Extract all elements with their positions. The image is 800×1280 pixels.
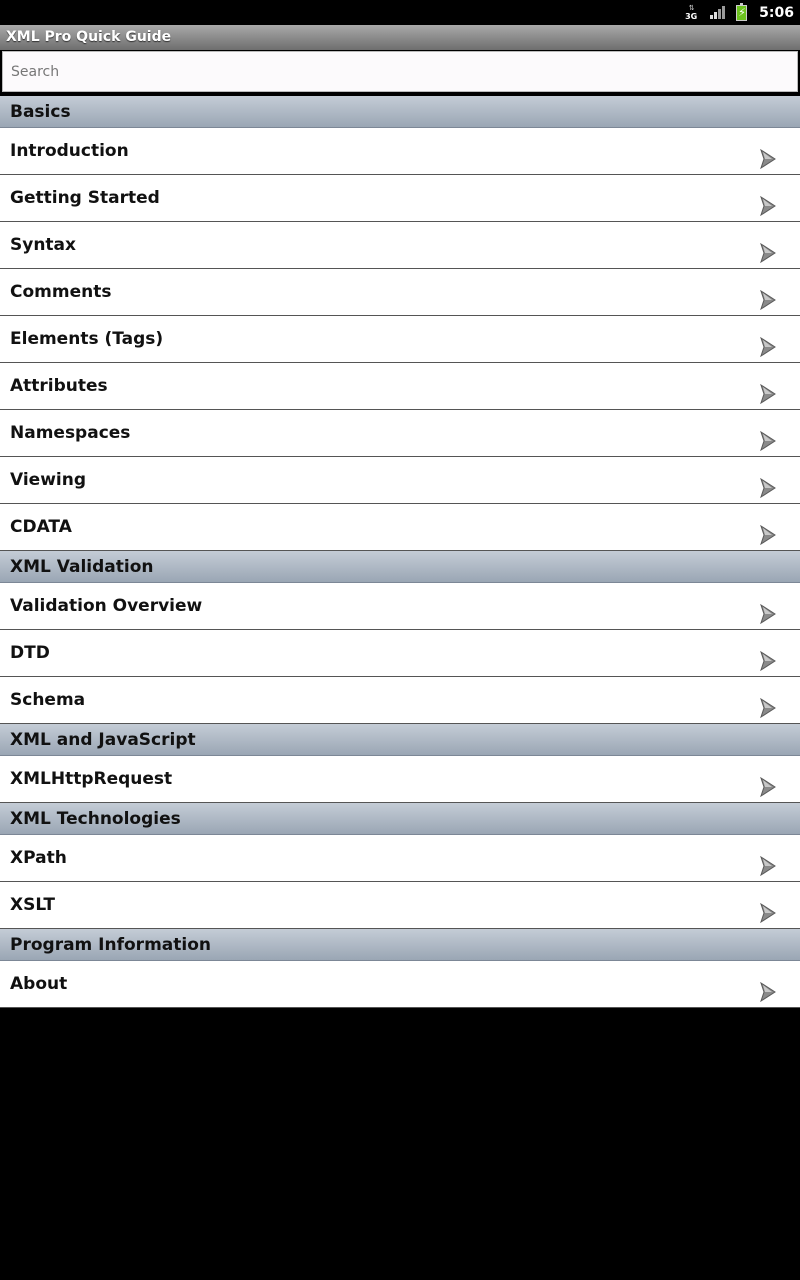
list-item[interactable] (0, 882, 800, 929)
list-item[interactable] (0, 410, 800, 457)
list-item-label: DTD (10, 643, 50, 663)
list-item[interactable] (0, 316, 800, 363)
network-type-label: 3G (685, 11, 698, 21)
list-item[interactable] (0, 756, 800, 803)
section-header: XML Validation (0, 551, 800, 583)
list-item-label: Syntax (10, 235, 76, 255)
list-item-label: XMLHttpRequest (10, 769, 173, 789)
search-input[interactable] (2, 51, 798, 92)
list-item-label: Viewing (10, 470, 87, 490)
list-item-label: XPath (10, 848, 67, 868)
list-item[interactable] (0, 457, 800, 504)
list-item-label: Namespaces (10, 423, 131, 443)
chevron-right-icon (760, 895, 776, 915)
list-item[interactable] (0, 961, 800, 1008)
app-title: XML Pro Quick Guide (6, 29, 172, 45)
battery-charging-icon: ⚡ (738, 5, 746, 19)
section-header: Program Information (0, 929, 800, 961)
list-item[interactable] (0, 630, 800, 677)
title-bar (0, 25, 800, 50)
list-item-label: Validation Overview (10, 596, 203, 616)
chevron-right-icon (760, 423, 776, 443)
status-bar (0, 0, 800, 25)
network-activity-icon: ⇅ (688, 3, 694, 12)
chevron-right-icon (760, 643, 776, 663)
chevron-right-icon (760, 974, 776, 994)
list-item-label: XSLT (10, 895, 55, 915)
list-item-label: Getting Started (10, 188, 160, 208)
list-item-label: CDATA (10, 517, 72, 537)
list-item[interactable] (0, 175, 800, 222)
topic-list (0, 96, 800, 1008)
chevron-right-icon (760, 188, 776, 208)
signal-icon (710, 6, 726, 19)
status-icons (684, 0, 794, 25)
section-header: XML and JavaScript (0, 724, 800, 756)
list-item-label: Attributes (10, 376, 108, 396)
list-item[interactable] (0, 677, 800, 724)
chevron-right-icon (760, 282, 776, 302)
list-item[interactable] (0, 222, 800, 269)
chevron-right-icon (760, 376, 776, 396)
list-item-label: Elements (Tags) (10, 329, 164, 349)
list-item-label: Introduction (10, 141, 129, 161)
section-header: XML Technologies (0, 803, 800, 835)
network-type-icon (684, 5, 698, 21)
list-item-label: Schema (10, 690, 86, 710)
search-bar (0, 50, 800, 96)
chevron-right-icon (760, 517, 776, 537)
list-item[interactable] (0, 583, 800, 630)
list-item[interactable] (0, 835, 800, 882)
list-item-label: Comments (10, 282, 112, 302)
chevron-right-icon (760, 690, 776, 710)
list-item[interactable] (0, 504, 800, 551)
section-header: Basics (0, 96, 800, 128)
list-item[interactable] (0, 363, 800, 410)
chevron-right-icon (760, 141, 776, 161)
chevron-right-icon (760, 235, 776, 255)
list-item[interactable] (0, 128, 800, 175)
list-item[interactable] (0, 269, 800, 316)
chevron-right-icon (760, 769, 776, 789)
list-item-label: About (10, 974, 68, 994)
chevron-right-icon (760, 848, 776, 868)
status-clock: 5:06 (759, 4, 794, 21)
chevron-right-icon (760, 329, 776, 349)
chevron-right-icon (760, 596, 776, 616)
chevron-right-icon (760, 470, 776, 490)
